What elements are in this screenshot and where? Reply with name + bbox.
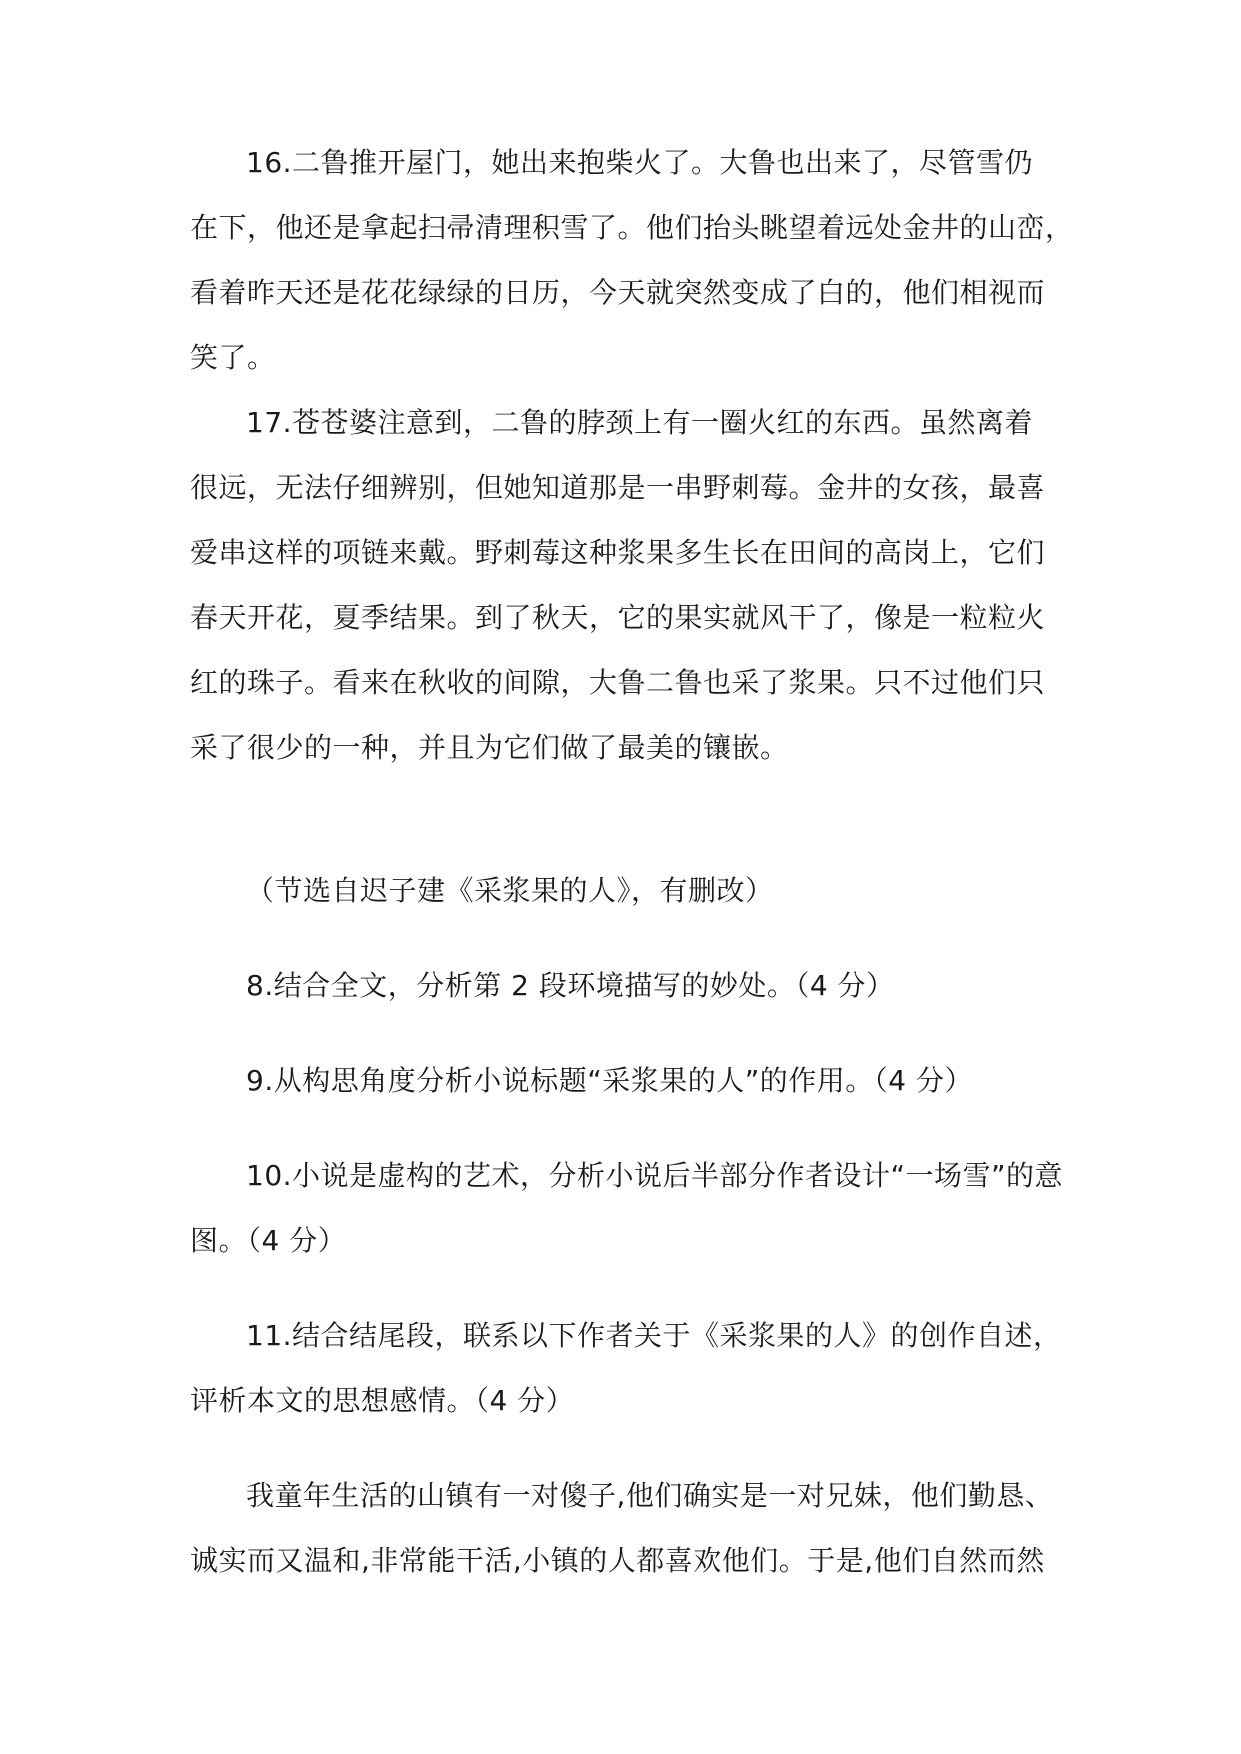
text-line: 17.苍苍婆注意到，二鲁的脖颈上有一圈火红的东西。虽然离着: [246, 406, 1034, 439]
text-line: 爱串这样的项链来戴。野刺莓这种浆果多生长在田间的高岗上，它们: [190, 536, 1046, 569]
author-note-paragraph: [190, 1463, 1054, 1593]
text-line: 诚实而又温和,非常能干活,小镇的人都喜欢他们。于是,他们自然而然: [190, 1544, 1045, 1577]
text-line: 采了很少的一种，并且为它们做了最美的镶嵌。: [190, 731, 789, 764]
question-9: [190, 1048, 1050, 1113]
text-line: 红的珠子。看来在秋收的间隙，大鲁二鲁也采了浆果。只不过他们只: [190, 666, 1046, 699]
question-8: [190, 953, 1050, 1018]
question-10: [190, 1143, 1064, 1273]
text-line: （节选自迟子建《采浆果的人》，有删改）: [246, 874, 774, 907]
text-line: 10.小说是虚构的艺术，分析小说后半部分作者设计“一场雪”的意: [246, 1159, 1064, 1192]
text-line: 春天开花，夏季结果。到了秋天，它的果实就风干了，像是一粒粒火: [190, 601, 1046, 634]
text-line: 看着昨天还是花花绿绿的日历，今天就突然变成了白的，他们相视而: [190, 276, 1046, 309]
question-11: [190, 1303, 1062, 1433]
text-line: 很远，无法仔细辨别，但她知道那是一串野刺莓。金井的女孩，最喜: [190, 471, 1046, 504]
source-citation: [190, 858, 1050, 923]
text-line: 11.结合结尾段，联系以下作者关于《采浆果的人》的创作自述，: [246, 1319, 1062, 1352]
text-line: 在下，他还是拿起扫帚清理积雪了。他们抬头眺望着远处金井的山峦，: [190, 211, 1074, 244]
text-line: 图。（4 分）: [190, 1224, 347, 1257]
paragraph-17: [190, 390, 1050, 780]
text-line: 我童年生活的山镇有一对傻子,他们确实是一对兄妹，他们勤恳、: [246, 1479, 1054, 1512]
text-line: 笑了。: [190, 341, 276, 374]
text-line: 16.二鲁推开屋门，她出来抱柴火了。大鲁也出来了，尽管雪仍: [246, 146, 1034, 179]
text-line: 9.从构思角度分析小说标题“采浆果的人”的作用。（4 分）: [246, 1064, 973, 1097]
text-line: 8.结合全文，分析第 2 段环境描写的妙处。（4 分）: [246, 969, 895, 1002]
paragraph-16: [190, 130, 1074, 390]
text-line: 评析本文的思想感情。（4 分）: [190, 1384, 575, 1417]
